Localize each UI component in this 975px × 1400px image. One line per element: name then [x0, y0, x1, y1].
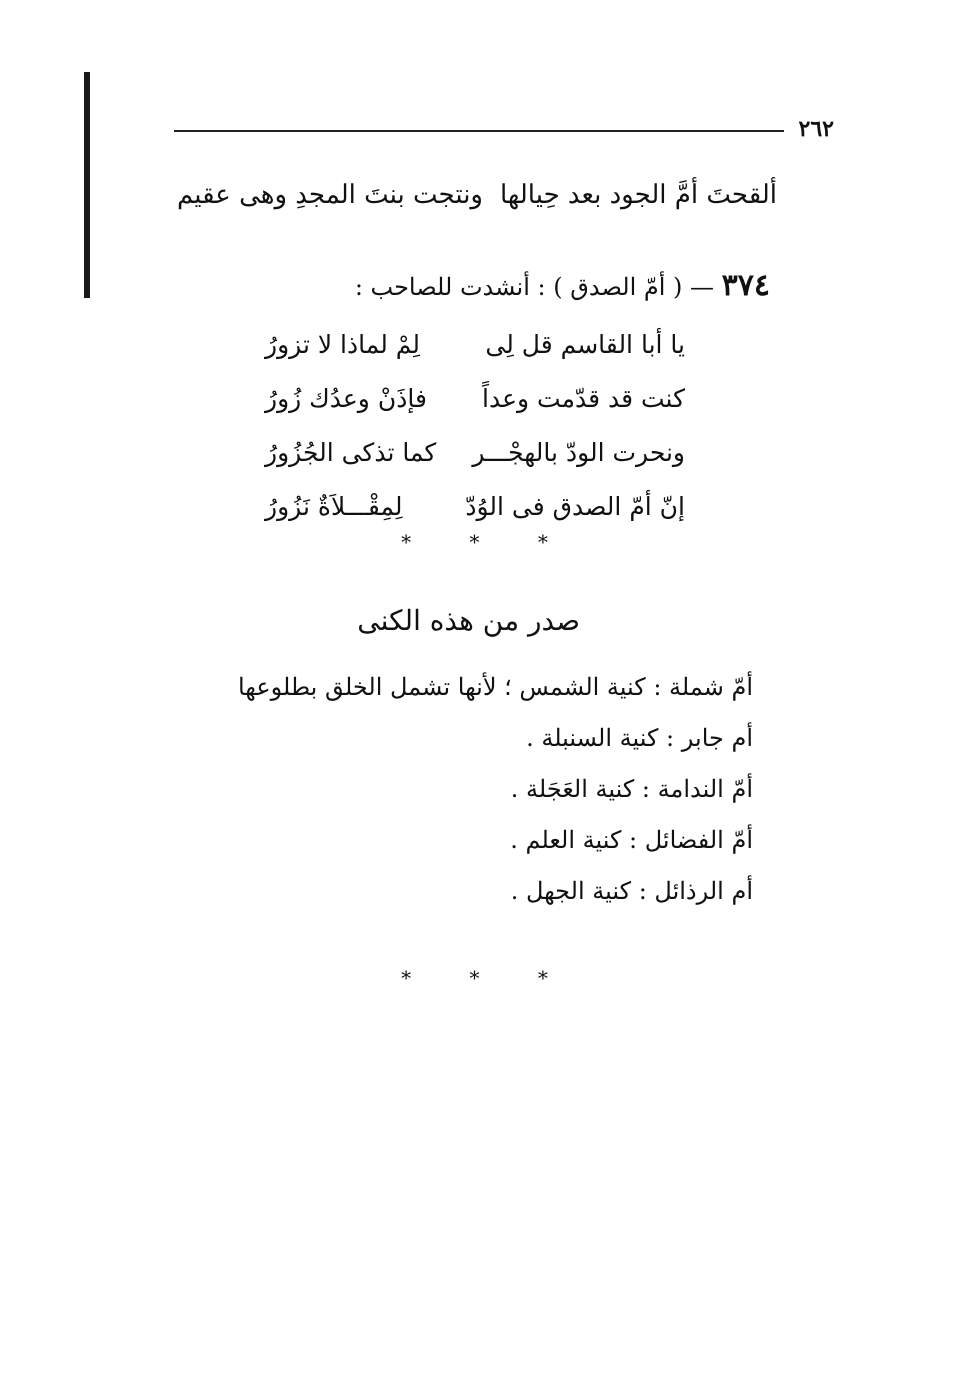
list-item: أمّ الفضائل : كنية العلم . [510, 826, 753, 854]
poem-hemistich-first: كنت قد قدّمت وعداً [482, 384, 685, 413]
poem-hemistich-second: كما تذكى الجُزُورُ [265, 438, 437, 467]
verse-first-hemistich: ألقحتَ أمَّ الجود بعد حِيالها [499, 180, 777, 210]
poem-hemistich-first: إنّ أمّ الصدق فى الوُدّ [465, 492, 685, 521]
entry-heading [355, 268, 770, 303]
page-header [174, 118, 834, 144]
poem-line [265, 480, 685, 534]
verse-second-hemistich: ونتجت بنتَ المجدِ وهى عقيم [177, 180, 483, 210]
list-item: أم جابر : كنية السنبلة . [526, 724, 753, 752]
poem-line [265, 426, 685, 480]
poem-line [265, 318, 685, 372]
poem [265, 318, 685, 534]
entry-title: — ( أمّ الصدق ) : أنشدت للصاحب : [354, 273, 715, 301]
kunya-list [238, 662, 753, 917]
page-margin-bar [84, 72, 90, 298]
list-item: أم الرذائل : كنية الجهل . [510, 877, 753, 905]
section-separator: * * * [401, 530, 574, 554]
header-rule [174, 130, 784, 132]
poem-hemistich-second: لِمْ لماذا لا تزورُ [265, 330, 421, 359]
list-item: أمّ شملة : كنية الشمس ؛ لأنها تشمل الخلق بطلوعها [237, 673, 753, 701]
page-number: ٢٦٢ [798, 116, 834, 142]
list-item: أمّ الندامة : كنية العَجَلة . [510, 775, 753, 803]
poem-line [265, 372, 685, 426]
poem-hemistich-first: ونحرت الودّ بالهجْـــر [472, 438, 685, 467]
verse-line [177, 180, 777, 210]
poem-hemistich-second: فإذَنْ وعدُك زُورُ [265, 384, 427, 413]
section-separator: * * * [401, 966, 574, 990]
poem-hemistich-first: يا أبا القاسم قل لِى [485, 330, 685, 359]
entry-number: ٣٧٤ [721, 268, 770, 303]
section-title: صدر من هذه الكنى [357, 604, 580, 637]
poem-hemistich-second: لِمِقْـــلاَةٌ نَزُورُ [265, 492, 403, 521]
